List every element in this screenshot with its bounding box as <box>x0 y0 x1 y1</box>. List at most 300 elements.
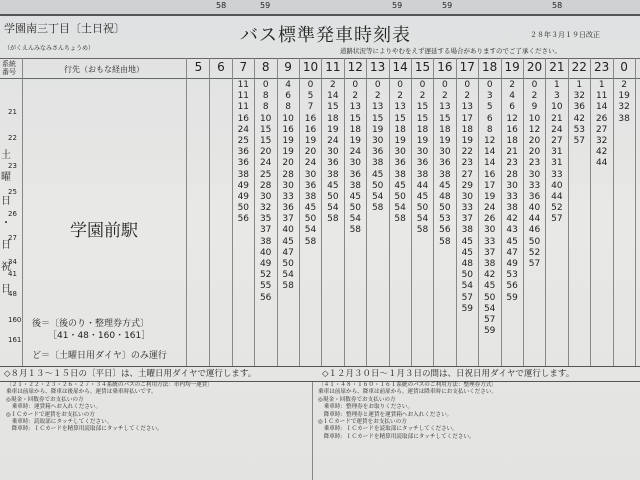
departure-minute: 23 <box>506 158 518 169</box>
day-label: 日 <box>1 196 11 207</box>
departure-minute: 58 <box>282 281 294 292</box>
departure-minute: 57 <box>551 214 563 225</box>
departure-minute: 50 <box>371 180 384 191</box>
departure-minute: 0 <box>531 80 538 90</box>
timetable-grid <box>0 58 640 366</box>
departure-minute: 52 <box>551 203 563 214</box>
departure-minute: 18 <box>327 113 339 124</box>
departure-minute: 45 <box>416 191 429 202</box>
departure-minute: 45 <box>349 191 362 202</box>
departure-minute: 56 <box>259 292 272 303</box>
departure-minute: 42 <box>573 113 586 124</box>
departure-minute: 24 <box>327 135 339 146</box>
departure-minute: 33 <box>528 180 541 191</box>
departure-minute: 44 <box>551 191 563 202</box>
departure-minute: 0 <box>262 80 269 90</box>
departure-minute: 24 <box>237 124 250 135</box>
day-label: 日 <box>1 240 11 251</box>
departure-minute: 16 <box>304 124 317 135</box>
departure-minute: 30 <box>327 147 339 158</box>
departure-minute: 32 <box>259 203 272 214</box>
departure-minute: 58 <box>327 214 339 225</box>
departure-minute: 44 <box>595 158 608 169</box>
departure-minute: 15 <box>371 113 384 124</box>
system-number: 22 <box>8 134 17 142</box>
hour-header: 12 <box>347 60 363 74</box>
hour-header: 21 <box>549 60 565 74</box>
departure-minute: 17 <box>461 113 474 124</box>
departure-minute: 2 <box>464 91 471 102</box>
departure-minute: 45 <box>483 281 496 292</box>
departure-minute: 52 <box>528 247 541 258</box>
usage-info-line: 乗車時：運賃箱へお入れください。 <box>6 404 102 411</box>
departure-minute: 46 <box>528 225 541 236</box>
hour-header: 10 <box>302 60 319 74</box>
departure-minute: 25 <box>259 169 272 180</box>
departure-minute: 53 <box>573 124 586 135</box>
departure-minute: 36 <box>371 147 384 158</box>
previous-table-strip <box>0 0 640 16</box>
grid-rule <box>0 78 640 79</box>
departure-minute: 30 <box>483 225 496 236</box>
departure-minute: 45 <box>371 169 384 180</box>
departure-minute: 28 <box>506 169 518 180</box>
departure-minute: 36 <box>327 158 339 169</box>
departure-minute: 36 <box>304 180 317 191</box>
hour-header: 0 <box>620 60 628 74</box>
departure-minute: 28 <box>282 169 294 180</box>
departure-minute: 44 <box>528 214 541 225</box>
usage-info-line: ◎現金・回数券でお支払いの方 <box>6 396 84 403</box>
departure-minute: 19 <box>394 135 406 146</box>
minute-column <box>479 80 500 337</box>
departure-minute: 0 <box>397 80 403 90</box>
departure-minute: 15 <box>416 102 429 113</box>
departure-minute: 0 <box>307 80 314 90</box>
departure-minute: 17 <box>483 180 496 191</box>
departure-minute: 45 <box>461 247 474 258</box>
departure-minute: 18 <box>461 124 474 135</box>
departure-minute: 8 <box>262 102 269 113</box>
stop-kana: （がくえんみなみさんちょうめ） <box>4 45 95 52</box>
departure-minute: 30 <box>282 180 294 191</box>
day-label: 祝 <box>1 262 11 273</box>
strip-value: 59 <box>442 1 453 10</box>
departure-minute: 19 <box>327 124 339 135</box>
departure-minute: 54 <box>394 203 406 214</box>
usage-info-line: 降車時：ＩＣカードを精算用読取部にタッチしてください。 <box>6 426 163 433</box>
departure-minute: 24 <box>551 124 563 135</box>
departure-minute: 31 <box>551 147 563 158</box>
usage-info-line: 降車時：ＩＣカードを精算用読取部にタッチしてください。 <box>318 433 475 440</box>
grid-rule <box>0 58 640 59</box>
departure-minute: 13 <box>439 102 451 113</box>
departure-minute: 29 <box>461 180 474 191</box>
departure-minute: 58 <box>371 203 384 214</box>
hour-header: 15 <box>414 60 431 74</box>
departure-minute: 9 <box>531 102 538 113</box>
departure-minute: 14 <box>483 147 496 158</box>
minute-column <box>390 80 411 225</box>
departure-minute: 54 <box>327 203 339 214</box>
departure-minute: 50 <box>528 236 541 247</box>
departure-minute: 2 <box>442 91 448 102</box>
usage-info-line: ◎ＩＣカードで運賃をお支払いの方 <box>6 411 95 418</box>
minute-column <box>233 80 254 225</box>
departure-minute: 57 <box>483 314 496 325</box>
departure-minute: 30 <box>461 191 474 202</box>
minute-column <box>524 80 545 270</box>
departure-minute: 45 <box>461 236 474 247</box>
departure-minute: 2 <box>374 91 381 102</box>
day-label: 曜 <box>1 172 11 183</box>
departure-minute: 13 <box>394 102 406 113</box>
departure-minute: 54 <box>416 214 429 225</box>
destination-name: 学園前駅 <box>70 221 138 241</box>
departure-minute: 36 <box>416 158 429 169</box>
system-number: 26 <box>8 210 17 218</box>
departure-minute: 50 <box>416 203 429 214</box>
system-number: 161 <box>8 336 22 344</box>
departure-minute: 53 <box>506 270 518 281</box>
system-number: 160 <box>8 316 22 324</box>
departure-minute: 30 <box>394 147 406 158</box>
usage-info-line: 乗車は前扉から、降車は前扉から。運賃は降車時にお支払いください。 <box>318 389 498 396</box>
departure-minute: 58 <box>304 236 317 247</box>
departure-minute: 45 <box>327 180 339 191</box>
departure-minute: 11 <box>237 102 250 113</box>
departure-minute: 24 <box>349 147 362 158</box>
departure-minute: 33 <box>282 191 294 202</box>
departure-minute: 0 <box>486 80 493 90</box>
departure-minute: 30 <box>528 169 541 180</box>
departure-minute: 49 <box>237 191 250 202</box>
usage-info-line: 降車時：整理券と運賃を運賃箱へお入れください。 <box>318 411 453 418</box>
departure-minute: 40 <box>259 247 272 258</box>
departure-minute: 0 <box>442 80 448 90</box>
departure-minute: 50 <box>304 214 317 225</box>
strip-value: 58 <box>552 1 563 10</box>
departure-minute: 24 <box>304 158 317 169</box>
departure-minute: 37 <box>483 247 496 258</box>
departure-minute: 54 <box>483 303 496 314</box>
departure-minute: 16 <box>483 169 496 180</box>
departure-minute: 48 <box>439 191 451 202</box>
route-note: 後＝〔後のり・整理券方式〕 <box>32 319 150 329</box>
departure-minute: 30 <box>371 135 384 146</box>
departure-minute: 23 <box>528 158 541 169</box>
departure-minute: 27 <box>461 169 474 180</box>
departure-minute: 54 <box>371 191 384 202</box>
departure-minute: 8 <box>285 102 291 113</box>
departure-minute: 32 <box>595 135 608 146</box>
footer-divider <box>312 382 313 480</box>
departure-minute: 36 <box>237 147 250 158</box>
departure-minute: 8 <box>262 91 269 102</box>
departure-minute: 33 <box>506 191 518 202</box>
departure-minute: 7 <box>307 102 314 113</box>
departure-minute: 54 <box>282 270 294 281</box>
holiday-notice-bar <box>0 366 640 382</box>
departure-minute: 23 <box>461 158 474 169</box>
departure-minute: 50 <box>237 203 250 214</box>
departure-minute: 38 <box>349 180 362 191</box>
usage-info-line: ◎現金・回数券でお支払いの方 <box>318 396 396 403</box>
departure-minute: 2 <box>419 91 426 102</box>
departure-minute: 24 <box>483 203 496 214</box>
departure-minute: 2 <box>397 91 403 102</box>
usage-info-left <box>6 382 310 480</box>
departure-minute: 11 <box>595 91 608 102</box>
departure-minute: 33 <box>483 236 496 247</box>
departure-minute: 12 <box>528 124 541 135</box>
hour-header: 20 <box>526 60 543 74</box>
departure-minute: 36 <box>528 191 541 202</box>
departure-minute: 36 <box>282 203 294 214</box>
hour-header: 16 <box>437 60 453 74</box>
departure-minute: 10 <box>259 113 272 124</box>
departure-minute: 50 <box>282 259 294 269</box>
hour-header: 17 <box>459 60 475 74</box>
departure-minute: 58 <box>394 214 406 225</box>
minute-column <box>367 80 388 214</box>
departure-minute: 1 <box>576 80 583 90</box>
stop-name: 学園南三丁目〔土日祝〕 <box>4 22 125 35</box>
departure-minute: 57 <box>528 259 541 269</box>
departure-minute: 37 <box>259 225 272 236</box>
departure-minute: 47 <box>506 247 518 258</box>
departure-minute: 0 <box>352 80 359 90</box>
departure-minute: 2 <box>509 80 515 90</box>
departure-minute: 26 <box>483 214 496 225</box>
departure-minute: 49 <box>237 180 250 191</box>
departure-minute: 30 <box>349 158 362 169</box>
minute-column <box>300 80 321 248</box>
departure-minute: 45 <box>282 236 294 247</box>
departure-minute: 33 <box>461 203 474 214</box>
departure-minute: 40 <box>282 225 294 236</box>
departure-minute: 5 <box>307 91 314 102</box>
departure-minute: 16 <box>282 124 294 135</box>
departure-minute: 40 <box>551 180 563 191</box>
departure-minute: 45 <box>394 180 406 191</box>
departure-minute: 11 <box>237 91 250 102</box>
route-note: ［41・48・160・161］ <box>48 331 151 341</box>
system-number: 23 <box>8 162 17 170</box>
departure-minute: 19 <box>371 124 384 135</box>
system-number: 41 <box>8 270 17 278</box>
departure-minute: 1 <box>598 80 605 90</box>
departure-minute: 19 <box>618 91 630 102</box>
minute-column <box>546 80 567 225</box>
usage-info-line: ◎ＩＣカードで運賃をお支払いの方 <box>318 419 407 426</box>
departure-minute: 38 <box>237 169 250 180</box>
route-note: ど＝〔土曜日用ダイヤ〕のみ運行 <box>32 351 167 361</box>
departure-minute: 56 <box>506 281 518 292</box>
departure-minute: 15 <box>259 124 272 135</box>
departure-minute: 56 <box>439 225 451 236</box>
hour-header: 19 <box>504 60 520 74</box>
departure-minute: 49 <box>259 259 272 269</box>
system-number: 48 <box>8 290 17 298</box>
departure-minute: 26 <box>595 113 608 124</box>
hour-header: 5 <box>194 60 203 74</box>
system-number: 27 <box>8 234 17 242</box>
departure-minute: 16 <box>506 124 518 135</box>
departure-minute: 30 <box>304 169 317 180</box>
departure-minute: 0 <box>374 80 381 90</box>
departure-minute: 5 <box>486 102 493 113</box>
departure-minute: 55 <box>259 281 272 292</box>
departure-minute: 6 <box>509 102 515 113</box>
departure-minute: 38 <box>416 169 429 180</box>
departure-minute: 50 <box>394 191 406 202</box>
departure-minute: 15 <box>416 113 429 124</box>
departure-minute: 38 <box>371 158 384 169</box>
departure-minute: 54 <box>461 281 474 292</box>
departure-minute: 45 <box>506 236 518 247</box>
hour-header: 23 <box>594 60 610 74</box>
departure-minute: 15 <box>394 113 406 124</box>
departure-minute: 15 <box>439 113 451 124</box>
departure-minute: 59 <box>483 326 496 337</box>
hour-header: 8 <box>261 60 270 74</box>
departure-minute: 27 <box>551 135 563 146</box>
departure-minute: 3 <box>486 91 493 102</box>
system-number-header: 系統番号 <box>2 60 16 76</box>
delay-note: 道路状況等によりやむをえず遅延する場合がありますのでご了承ください。 <box>340 47 561 55</box>
departure-minute: 16 <box>237 113 250 124</box>
departure-minute: 30 <box>506 180 518 191</box>
departure-minute: 22 <box>461 147 474 158</box>
departure-minute: 4 <box>509 91 515 102</box>
minute-column <box>591 80 612 170</box>
departure-minute: 57 <box>573 135 586 146</box>
grid-rule <box>186 58 187 366</box>
departure-minute: 53 <box>439 214 451 225</box>
destination-header: 行先（おもな経由地） <box>64 65 144 74</box>
departure-minute: 42 <box>483 270 496 281</box>
minute-column <box>457 80 478 315</box>
departure-minute: 30 <box>439 147 451 158</box>
departure-minute: 2 <box>621 80 627 90</box>
departure-minute: 58 <box>439 236 451 247</box>
departure-minute: 38 <box>439 169 451 180</box>
day-label: 土 <box>1 150 11 161</box>
departure-minute: 15 <box>327 102 339 113</box>
usage-info-line: 乗車は前扉から、降車は後扉から。運賃は乗車時払いです。 <box>6 389 157 396</box>
minute-column <box>278 80 299 293</box>
departure-minute: 18 <box>506 135 518 146</box>
system-number: 25 <box>8 188 17 196</box>
minute-column <box>614 80 635 125</box>
day-label: ・ <box>1 218 11 229</box>
departure-minute: 30 <box>259 191 272 202</box>
hour-header: 7 <box>239 60 248 74</box>
usage-info-line: 乗車時：ＩＣカードを読取部にタッチしてください。 <box>318 426 458 433</box>
departure-minute: 10 <box>282 113 294 124</box>
hour-header: 13 <box>370 60 386 74</box>
departure-minute: 25 <box>237 135 250 146</box>
departure-minute: 45 <box>304 203 317 214</box>
departure-minute: 13 <box>371 102 384 113</box>
departure-minute: 19 <box>282 147 294 158</box>
departure-minute: 38 <box>461 225 474 236</box>
departure-minute: 42 <box>595 147 608 158</box>
departure-minute: 43 <box>506 225 518 236</box>
departure-minute: 20 <box>528 135 541 146</box>
departure-minute: 13 <box>349 102 362 113</box>
departure-minute: 50 <box>349 203 362 214</box>
minute-column <box>569 80 590 147</box>
usage-info-right <box>318 382 634 480</box>
departure-minute: 54 <box>349 214 362 225</box>
departure-minute: 19 <box>416 135 429 146</box>
minute-column <box>434 80 455 248</box>
departure-minute: 12 <box>483 135 496 146</box>
departure-minute: 10 <box>551 102 563 113</box>
departure-minute: 36 <box>573 102 586 113</box>
departure-minute: 1 <box>554 80 560 90</box>
departure-minute: 28 <box>259 180 272 191</box>
departure-minute: 13 <box>461 102 474 113</box>
departure-minute: 20 <box>259 147 272 158</box>
hour-header: 22 <box>571 60 587 74</box>
departure-minute: 18 <box>349 124 362 135</box>
notice-left: ◇８月１３〜１５日の〔平日〕は、土曜日用ダイヤで運行します。 <box>4 369 257 379</box>
revision-date: ２８年３月１９日改正 <box>530 31 600 39</box>
departure-minute: 15 <box>349 113 362 124</box>
departure-minute: 31 <box>551 158 563 169</box>
departure-minute: 18 <box>439 124 451 135</box>
departure-minute: 59 <box>461 303 474 314</box>
departure-minute: 38 <box>394 169 406 180</box>
departure-minute: 11 <box>237 80 250 90</box>
departure-minute: 6 <box>486 113 493 124</box>
hour-header: 9 <box>284 60 292 74</box>
hour-header: 6 <box>217 60 225 74</box>
departure-minute: 56 <box>237 214 250 225</box>
usage-info-line: 乗車時：読取部にタッチしてください。 <box>6 419 113 426</box>
departure-minute: 6 <box>285 91 291 102</box>
departure-minute: 38 <box>327 169 339 180</box>
departure-minute: 45 <box>439 180 451 191</box>
departure-minute: 37 <box>282 214 294 225</box>
departure-minute: 19 <box>349 135 362 146</box>
departure-minute: 19 <box>483 191 496 202</box>
usage-info-line: 〔４１・４８・１６０・１６１系統のバスのご利用方法：整理券方式〕 <box>318 382 498 388</box>
departure-minute: 59 <box>506 292 518 303</box>
departure-minute: 48 <box>461 259 474 269</box>
departure-minute: 36 <box>439 158 451 169</box>
departure-minute: 21 <box>506 147 518 158</box>
departure-minute: 14 <box>327 91 339 102</box>
departure-minute: 12 <box>506 113 518 124</box>
departure-minute: 18 <box>394 124 406 135</box>
departure-minute: 32 <box>618 102 630 113</box>
minute-column <box>502 80 523 304</box>
departure-minute: 40 <box>528 203 541 214</box>
departure-minute: 8 <box>486 124 493 135</box>
departure-minute: 2 <box>352 91 359 102</box>
system-number: 34 <box>8 258 17 266</box>
departure-minute: 38 <box>618 113 630 124</box>
departure-minute: 50 <box>327 191 339 202</box>
departure-minute: 52 <box>259 270 272 281</box>
departure-minute: 2 <box>330 80 336 90</box>
departure-minute: 15 <box>259 135 272 146</box>
departure-minute: 35 <box>259 214 272 225</box>
